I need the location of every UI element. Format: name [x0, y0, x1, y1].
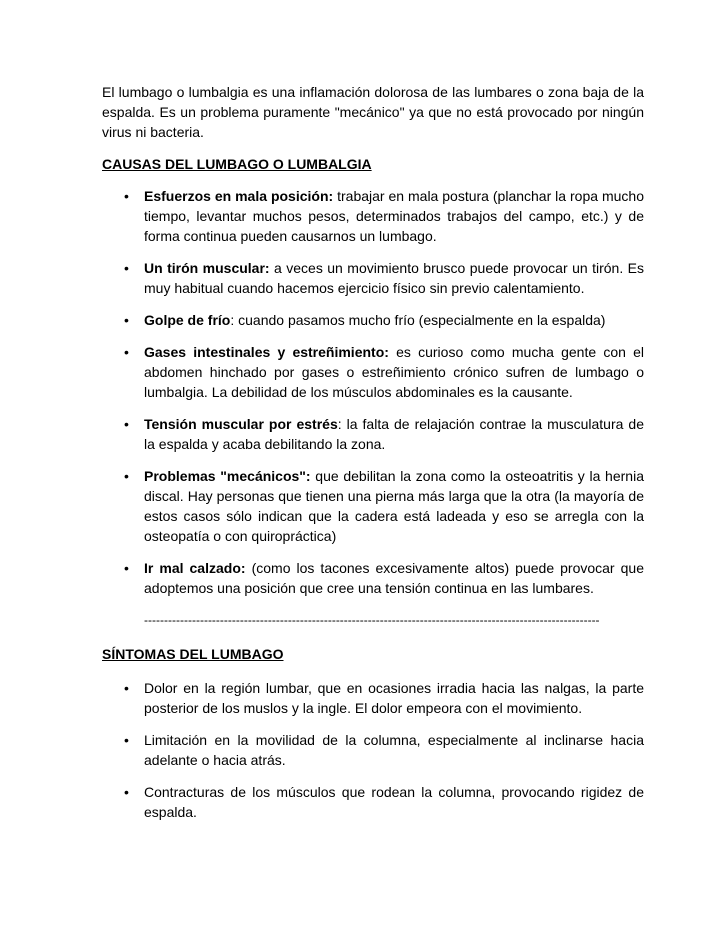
cause-term: Tensión muscular por estrés [144, 416, 338, 432]
causes-heading: CAUSAS DEL LUMBAGO O LUMBALGIA [102, 156, 372, 172]
bullet-icon: • [124, 468, 129, 484]
list-item [102, 730, 644, 770]
cause-text: es curioso como mucha gente con el abdomen hinchado por gases o estreñimiento crónico sufren de lumbago o lumbalgia. La debilidad de los músculos abdominales es la causante. [144, 344, 645, 400]
list-item [102, 342, 644, 402]
cause-term: Problemas "mecánicos": [144, 468, 311, 484]
bullet-icon: • [124, 416, 129, 432]
bullet-icon: • [124, 732, 129, 748]
document-page [102, 82, 644, 822]
cause-text: a veces un movimiento brusco puede provocar un tirón. Es muy habitual cuando hacemos ejercicio físico sin previo calentamiento. [144, 260, 644, 296]
cause-text: que debilitan la zona como la osteoatritis y la hernia discal. Hay personas que tienen una pierna más larga que la otra (la mayoría de estos casos sólo indican que la cadera está ladeada y eso se arregla con la osteopatía o con quiropráctica) [144, 468, 644, 544]
cause-text: trabajar en mala postura (planchar la ropa mucho tiempo, levantar muchos pesos, determinados trabajos del campo, etc.) y de forma continua pueden causarnos un lumbago. [144, 188, 644, 244]
bullet-icon: • [124, 188, 129, 204]
bullet-icon: • [124, 312, 129, 328]
symptoms-list [102, 678, 644, 822]
list-item [102, 466, 644, 546]
list-item [102, 558, 644, 598]
bullet-icon: • [124, 260, 129, 276]
cause-term: Golpe de frío [144, 312, 231, 328]
list-item [102, 678, 644, 718]
bullet-icon: • [124, 680, 129, 696]
list-item [102, 782, 644, 822]
cause-term: Ir mal calzado: [144, 560, 246, 576]
separator-line: ------------------------------------------------------------------------------------------------------------------ [144, 613, 600, 627]
cause-text: : la falta de relajación contrae la musculatura de la espalda y acaba debilitando la zona. [144, 416, 645, 452]
cause-term: Gases intestinales y estreñimiento: [144, 344, 389, 360]
bullet-icon: • [124, 560, 129, 576]
list-item [102, 186, 644, 246]
intro-paragraph: El lumbago o lumbalgia es una inflamación dolorosa de las lumbares o zona baja de la espalda. Es un problema puramente "mecánico" ya que no está provocado por ningún virus ni bacteria. [102, 84, 644, 140]
symptom-text: Contracturas de los músculos que rodean la columna, provocando rigidez de espalda. [144, 784, 644, 820]
symptoms-heading: SÍNTOMAS DEL LUMBAGO [102, 646, 284, 662]
bullet-icon: • [124, 784, 129, 800]
list-item [102, 414, 644, 454]
cause-text: (como los tacones excesivamente altos) puede provocar que adoptemos una posición que cree una tensión continua en las lumbares. [144, 560, 644, 596]
cause-term: Esfuerzos en mala posición: [144, 188, 334, 204]
cause-term: Un tirón muscular: [144, 260, 270, 276]
list-item [102, 258, 644, 298]
symptom-text: Limitación en la movilidad de la columna, especialmente al inclinarse hacia adelante o hacia atrás. [144, 732, 644, 768]
symptom-text: Dolor en la región lumbar, que en ocasiones irradia hacia las nalgas, la parte posterior de los muslos y la ingle. El dolor empeora con el movimiento. [144, 680, 644, 716]
bullet-icon: • [124, 344, 129, 360]
cause-text: : cuando pasamos mucho frío (especialmente en la espalda) [230, 312, 606, 328]
list-item [102, 310, 644, 330]
causes-list [102, 186, 644, 598]
